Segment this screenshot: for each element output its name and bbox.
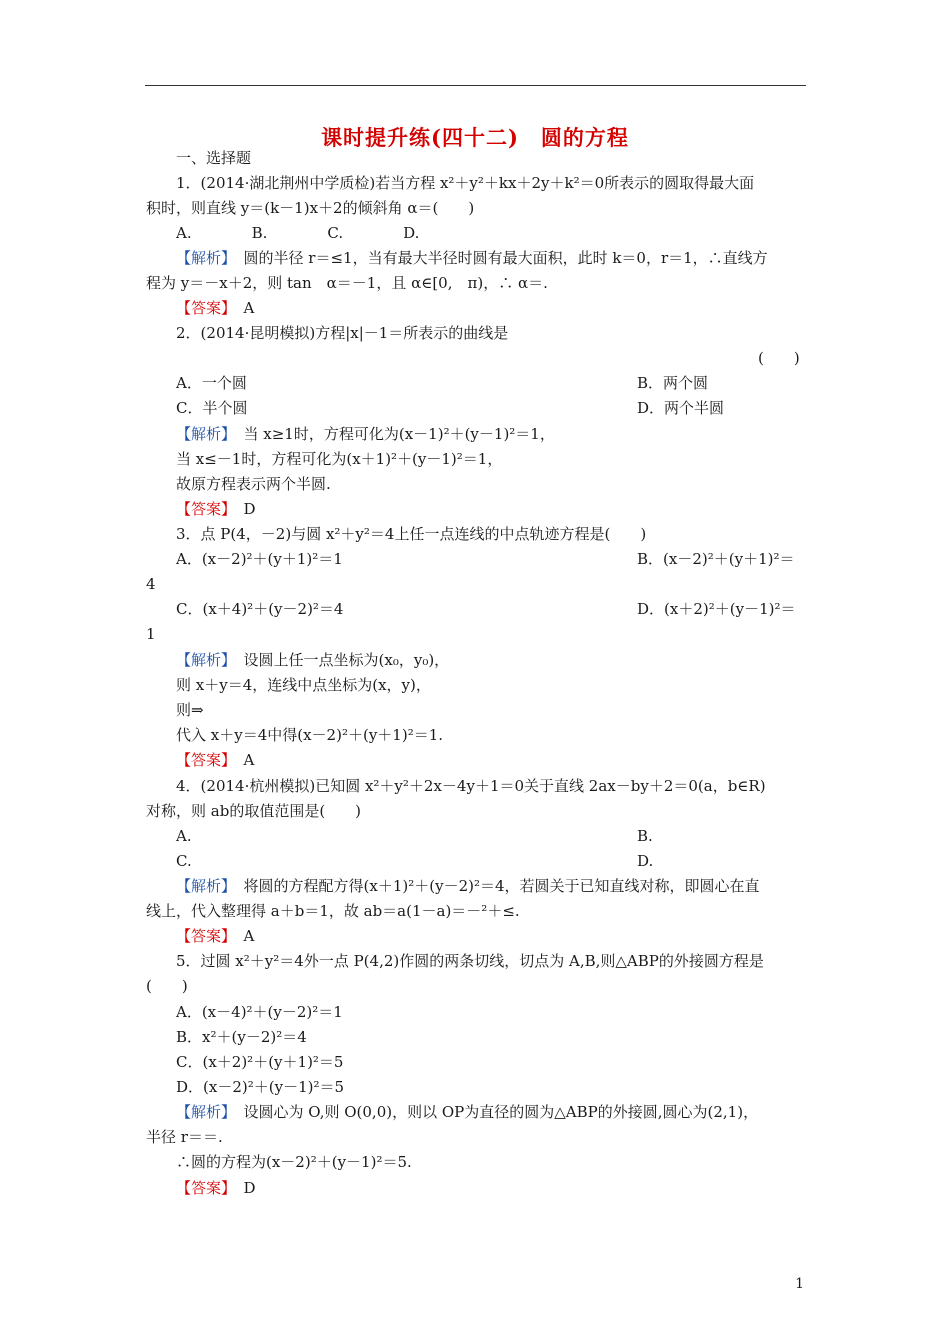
q2-answer: 【答案】 D	[176, 500, 256, 518]
q3-option-d-cont: 1	[146, 625, 156, 643]
q5-stem-2: ( )	[146, 977, 188, 995]
q3-option-c: C．(x＋4)²＋(y－2)²＝4	[176, 600, 344, 618]
q4-option-c: C.	[176, 852, 192, 870]
q4-option-b: B.	[637, 827, 653, 845]
answer-tag: 【答案】	[176, 299, 229, 317]
q2-stem: 2．(2014·昆明模拟)方程|x|－1＝所表示的曲线是	[176, 324, 509, 342]
q1-stem-2: 积时，则直线 y＝(k－1)x＋2的倾斜角 α＝( )	[146, 199, 475, 217]
page-title: 课时提升练(四十二) 圆的方程	[321, 125, 629, 150]
page-number: 1	[795, 1276, 804, 1292]
q2-paren: ( )	[758, 349, 800, 367]
q3-option-b: B．(x－2)²＋(y＋1)²＝	[637, 550, 795, 568]
q3-option-a: A．(x－2)²＋(y＋1)²＝1	[176, 550, 343, 568]
q3-explanation-2: 则 x＋y＝4，连线中点坐标为(x，y)，	[176, 676, 431, 694]
explanation-tag: 【解析】	[176, 249, 229, 267]
q3-stem: 3．点 P(4，－2)与圆 x²＋y²＝4上任一点连线的中点轨迹方程是( )	[176, 525, 647, 543]
q5-stem: 5．过圆 x²＋y²＝4外一点 P(4,2)作圆的两条切线，切点为 A,B,则△ABP的外接圆方程是	[176, 952, 764, 970]
q1-answer: 【答案】 A	[176, 299, 255, 317]
q4-explanation: 【解析】 将圆的方程配方得(x＋1)²＋(y－2)²＝4，若圆关于已知直线对称，即圆心在直	[176, 877, 760, 895]
q3-explanation-3: 则⇒	[176, 701, 204, 719]
q4-option-d: D.	[637, 852, 654, 870]
q3-explanation-4: 代入 x＋y＝4中得(x－2)²＋(y＋1)²＝1.	[176, 726, 444, 744]
q4-explanation-2: 线上，代入整理得 a＋b＝1，故 ab＝a(1－a)＝－²＋≤.	[146, 902, 520, 920]
q4-option-a: A.	[176, 827, 192, 845]
q5-explanation: 【解析】 设圆心为 O,则 O(0,0)，则以 OP为直径的圆为△ABP的外接圆,圆心为(2,1)，	[176, 1103, 759, 1121]
q3-answer: 【答案】 A	[176, 751, 255, 769]
q5-option-c: C．(x＋2)²＋(y＋1)²＝5	[176, 1053, 344, 1071]
q5-explanation-2: 半径 r＝＝.	[146, 1128, 223, 1146]
q1-options: A. B. C. D.	[176, 224, 420, 242]
header-rule	[145, 85, 806, 86]
q5-answer: 【答案】 D	[176, 1179, 256, 1197]
q5-option-a: A．(x－4)²＋(y－2)²＝1	[176, 1003, 343, 1021]
q1-explanation-2: 程为 y＝－x＋2，则 tan α＝－1，且 α∈[0, π)，∴ α＝.	[146, 274, 548, 292]
q5-explanation-3: ∴圆的方程为(x－2)²＋(y－1)²＝5.	[176, 1153, 412, 1171]
q2-option-a: A．一个圆	[176, 374, 247, 392]
q4-answer: 【答案】 A	[176, 927, 255, 945]
q2-explanation-2: 当 x≤－1时，方程可化为(x＋1)²＋(y－1)²＝1，	[176, 450, 503, 468]
q3-explanation: 【解析】 设圆上任一点坐标为(x₀，y₀)，	[176, 651, 450, 669]
q3-option-d: D．(x＋2)²＋(y－1)²＝	[637, 600, 796, 618]
q2-option-d: D．两个半圆	[637, 399, 725, 417]
q2-explanation-3: 故原方程表示两个半圆.	[176, 475, 331, 493]
q3-option-b-cont: 4	[146, 575, 156, 593]
section-heading: 一、选择题	[176, 149, 252, 167]
q5-option-d: D．(x－2)²＋(y－1)²＝5	[176, 1078, 345, 1096]
q4-stem: 4．(2014·杭州模拟)已知圆 x²＋y²＋2x－4y＋1＝0关于直线 2ax－by＋2＝0(a，b∈R)	[176, 777, 766, 795]
q2-explanation: 【解析】 当 x≥1时，方程可化为(x－1)²＋(y－1)²＝1，	[176, 425, 555, 443]
q1-explanation: 【解析】 圆的半径 r＝≤1，当有最大半径时圆有最大面积，此时 k＝0，r＝1，∴直线方	[176, 249, 768, 267]
q5-option-b: B．x²＋(y－2)²＝4	[176, 1028, 307, 1046]
q2-option-c: C．半个圆	[176, 399, 248, 417]
q4-stem-2: 对称，则 ab的取值范围是( )	[146, 802, 362, 820]
q2-option-b: B．两个圆	[637, 374, 709, 392]
q1-stem: 1．(2014·湖北荆州中学质检)若当方程 x²＋y²＋kx＋2y＋k²＝0所表示的圆取得最大面	[176, 174, 755, 192]
